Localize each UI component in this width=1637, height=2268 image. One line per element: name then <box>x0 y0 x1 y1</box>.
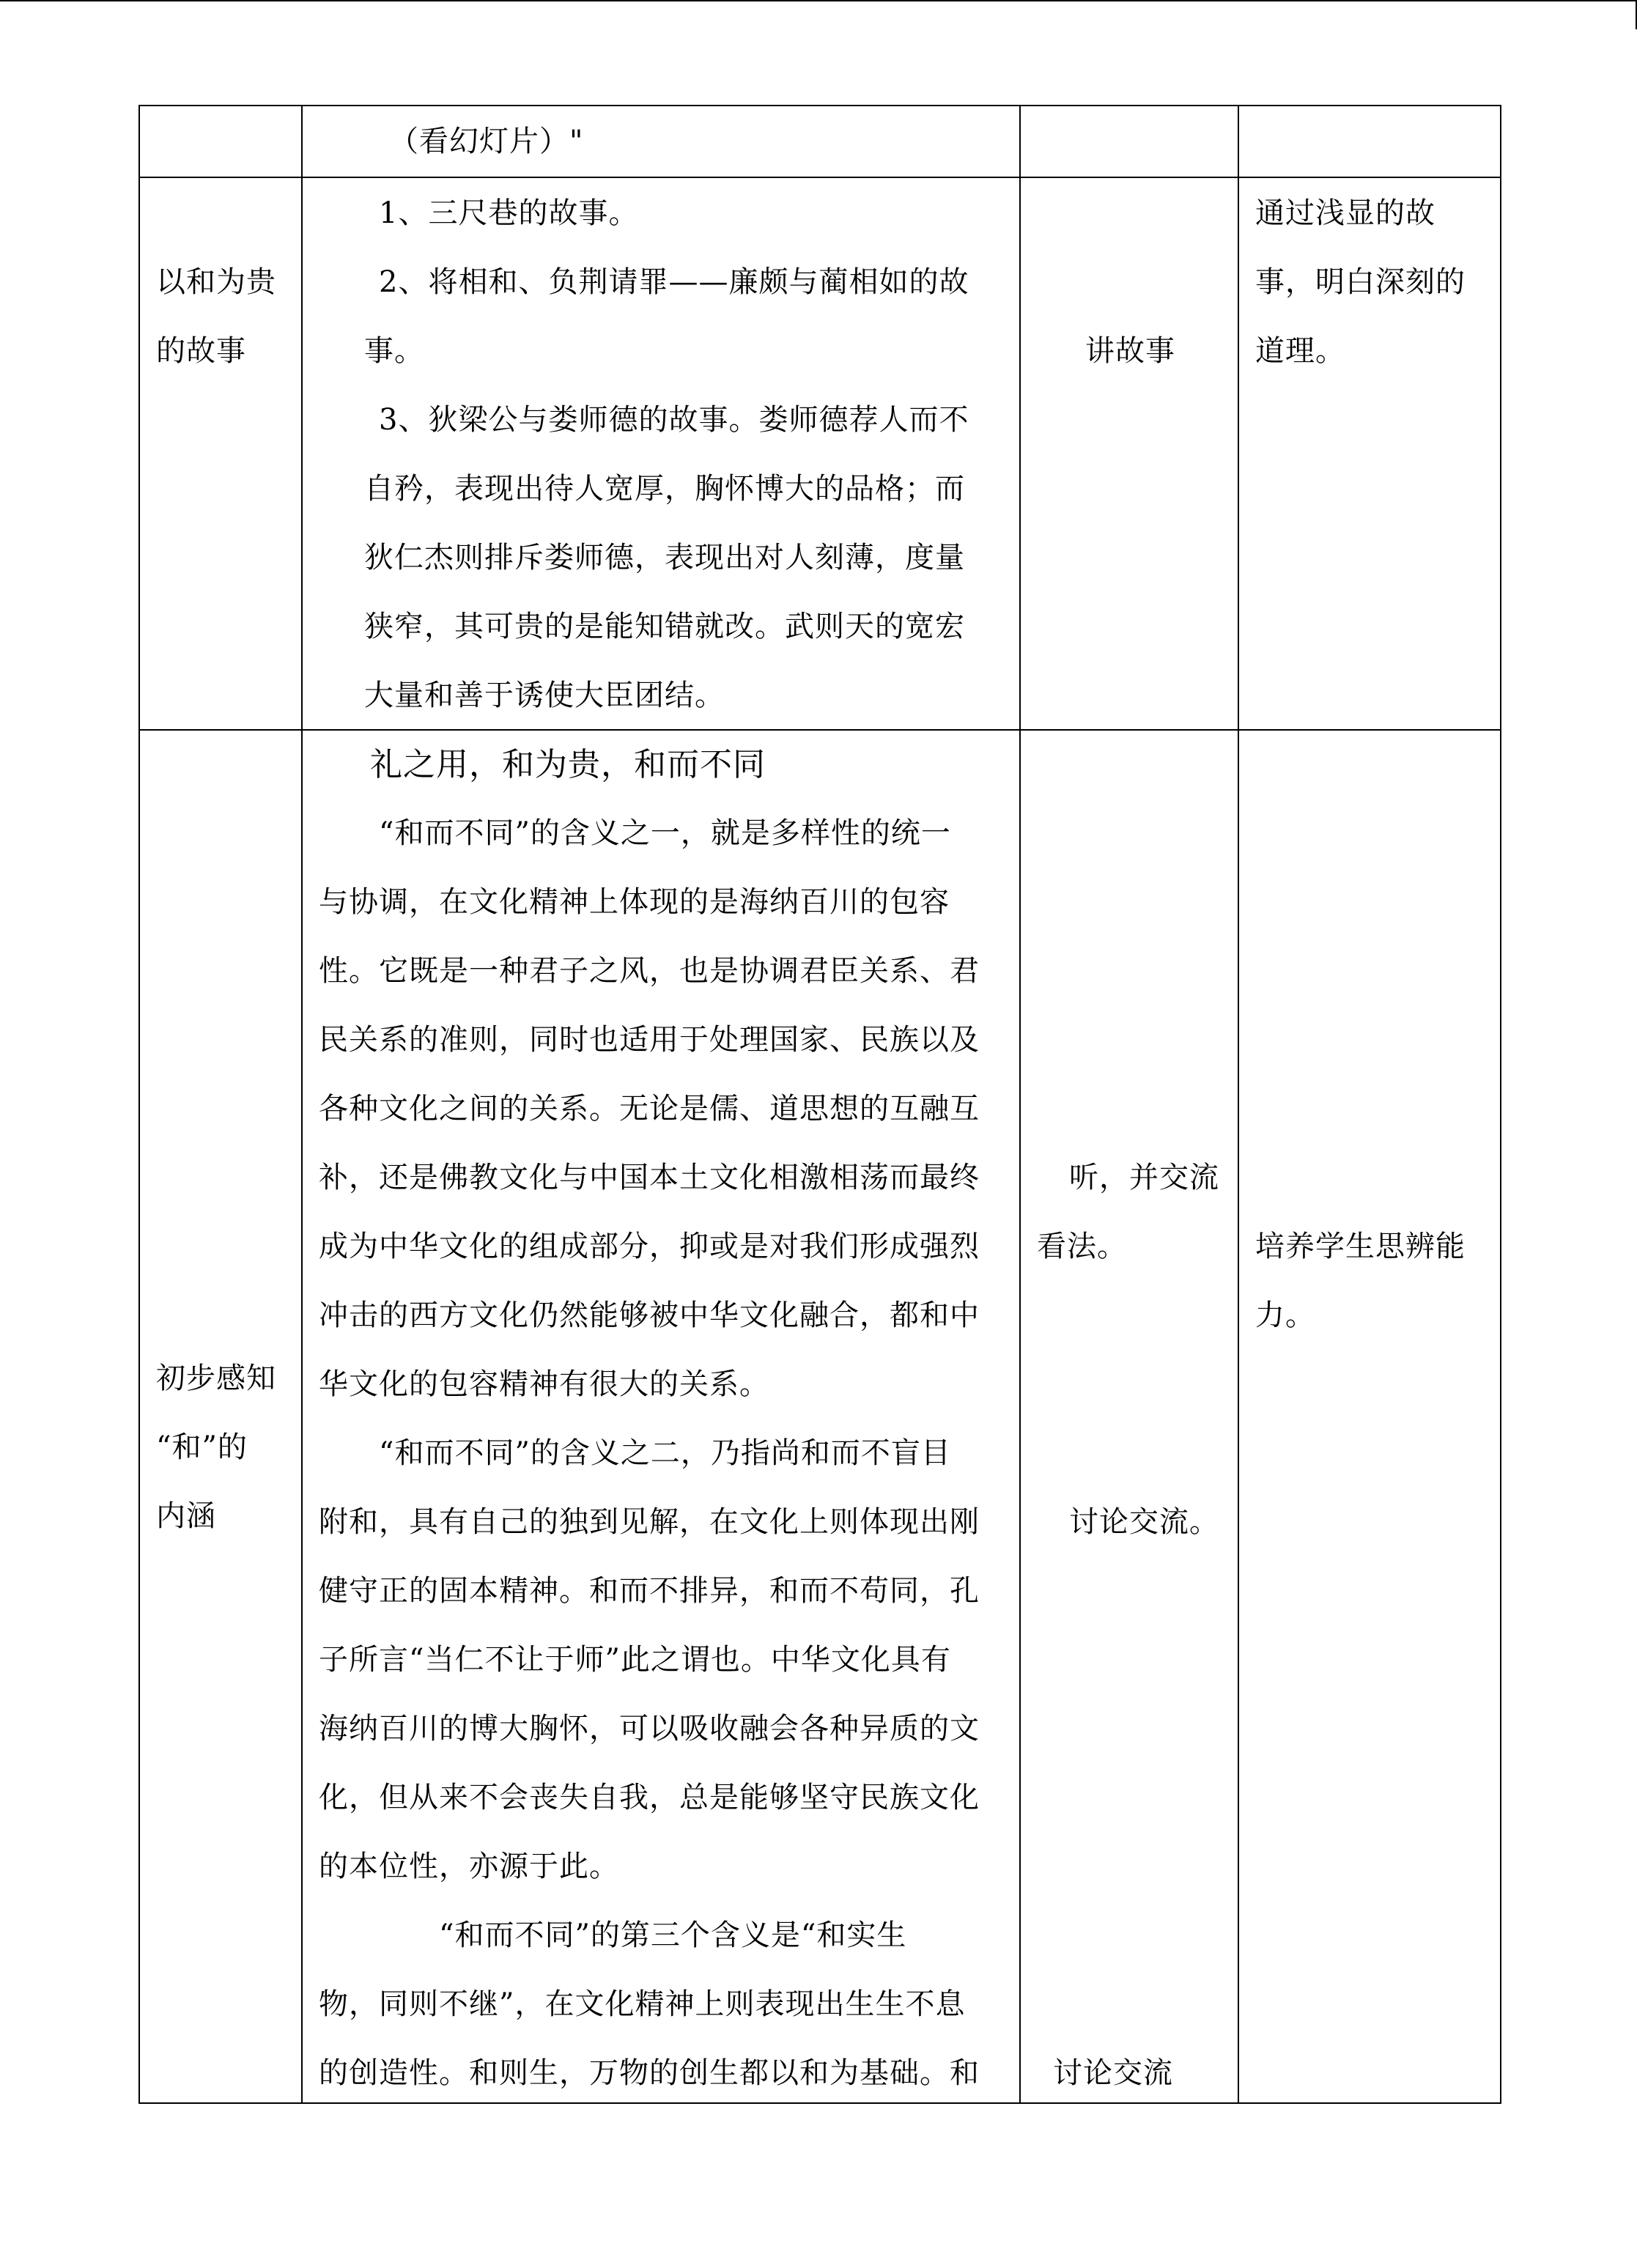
content-line: 性。它既是一种君子之风，也是协调君臣关系、君 <box>319 954 980 988</box>
content-line: 自矜，表现出待人宽厚，胸怀博大的品格；而 <box>364 472 965 506</box>
stage-line: 初步感知 <box>156 1362 276 1395</box>
content-line: 海纳百川的博大胸怀，可以吸收融会各种异质的文 <box>319 1712 980 1746</box>
content-line: 子所言“当仁不让于师”此之谓也。中华文化具有 <box>319 1643 951 1677</box>
content-line: 成为中华文化的组成部分，抑或是对我们形成强烈 <box>319 1230 980 1263</box>
purpose-line: 道理。 <box>1255 334 1345 368</box>
table-row <box>139 730 1501 2103</box>
content-line: 华文化的包容精神有很大的关系。 <box>319 1367 769 1401</box>
content-line: 的本位性，亦源于此。 <box>319 1850 619 1883</box>
activity-cell <box>1020 730 1238 2103</box>
stage-line: 内涵 <box>156 1499 216 1533</box>
content-line: “和而不同”的含义之一，就是多样性的统一 <box>379 816 951 850</box>
content-line: （看幻灯片）" <box>389 125 584 158</box>
stage-line: “和”的 <box>156 1430 248 1464</box>
content-line: 事。 <box>364 334 424 368</box>
activity-cell <box>1020 177 1238 730</box>
purpose-line: 通过浅显的故 <box>1255 196 1435 230</box>
content-line: 大量和善于诱使大臣团结。 <box>364 679 725 712</box>
content-line: 狄仁杰则排斥娄师德，表现出对人刻薄，度量 <box>364 541 965 575</box>
activity-line: 讨论交流 <box>1053 2056 1173 2090</box>
activity-line: 看法。 <box>1037 1230 1127 1263</box>
purpose-line: 事，明白深刻的 <box>1255 265 1466 299</box>
content-line: 健守正的固本精神。和而不排异，和而不苟同，孔 <box>319 1574 980 1608</box>
stage-cell <box>139 177 302 730</box>
page-top-border <box>0 0 1637 1</box>
purpose-cell <box>1238 106 1501 177</box>
content-heading: 礼之用，和为贵，和而不同 <box>370 746 766 783</box>
content-line: 冲击的西方文化仍然能够被中华文化融合，都和中 <box>319 1299 980 1332</box>
content-cell <box>302 177 1020 730</box>
activity-line: 讨论交流。 <box>1069 1505 1219 1539</box>
activity-line: 讲故事 <box>1085 334 1175 368</box>
content-line: 化，但从来不会丧失自我，总是能够坚守民族文化 <box>319 1781 980 1814</box>
stage-line: 以和为贵 <box>156 265 276 299</box>
content-line: 各种文化之间的关系。无论是儒、道思想的互融互 <box>319 1092 980 1126</box>
content-cell <box>302 106 1020 177</box>
content-line: 1、三尺巷的故事。 <box>379 196 639 230</box>
stage-cell <box>139 106 302 177</box>
content-line: “和而不同”的第三个含义是“和实生 <box>439 1918 907 1952</box>
activity-cell <box>1020 106 1238 177</box>
table-row <box>139 177 1501 730</box>
stage-line: 的故事 <box>156 334 246 368</box>
content-line: 与协调，在文化精神上体现的是海纳百川的包容 <box>319 885 950 919</box>
purpose-line: 力。 <box>1255 1299 1315 1332</box>
lesson-plan-table <box>138 105 1501 2104</box>
content-line: 物，同则不继”，在文化精神上则表现出生生不息 <box>319 1987 966 2021</box>
purpose-cell <box>1238 177 1501 730</box>
activity-line: 听，并交流 <box>1069 1161 1219 1194</box>
content-cell <box>302 730 1020 2103</box>
stage-cell <box>139 730 302 2103</box>
content-line: 的创造性。和则生，万物的创生都以和为基础。和 <box>319 2056 980 2090</box>
content-line: 附和，具有自己的独到见解，在文化上则体现出刚 <box>319 1505 980 1539</box>
content-line: 3、狄梁公与娄师德的故事。娄师德荐人而不 <box>379 403 969 437</box>
content-line: 补，还是佛教文化与中国本土文化相激相荡而最终 <box>319 1161 980 1194</box>
purpose-cell <box>1238 730 1501 2103</box>
table-row <box>139 106 1501 177</box>
purpose-line: 培养学生思辨能 <box>1255 1230 1466 1263</box>
content-line: 2、将相和、负荆请罪——廉颇与蔺相如的故 <box>379 265 969 299</box>
content-line: “和而不同”的含义之二，乃指尚和而不盲目 <box>379 1436 951 1470</box>
content-line: 狭窄，其可贵的是能知错就改。武则天的宽宏 <box>364 610 965 643</box>
content-line: 民关系的准则，同时也适用于处理国家、民族以及 <box>319 1023 980 1057</box>
